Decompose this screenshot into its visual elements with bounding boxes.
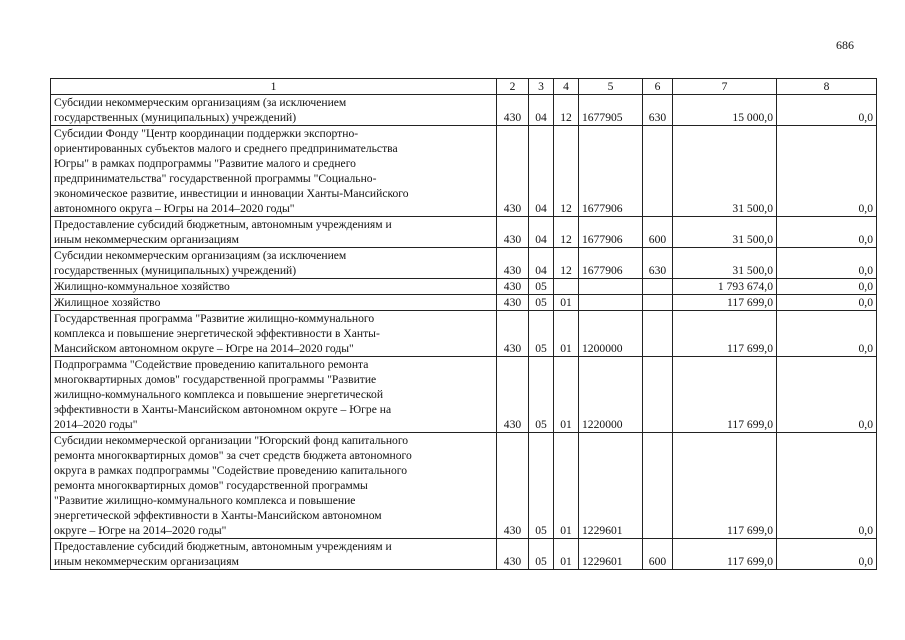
cell-expense-type <box>643 357 673 433</box>
row-description: Субсидии Фонду "Центр координации поддержки экспортно- ориентированных субъектов малого и среднего предпринимательства Югры" в рамках подпрограммы "Развитие малого и среднего предпринимательства" государственной программы "Социально- экономическое развитие, инвестиции и инновации Ханты-Мансийского автономного округа – Югры на 2014–2020 годы" <box>51 126 497 217</box>
cell-target-article: 1229601 <box>579 433 643 539</box>
cell-section: 05 <box>529 295 554 311</box>
cell-code: 430 <box>497 95 529 126</box>
cell-target-article: 1677906 <box>579 248 643 279</box>
table-row <box>51 311 877 357</box>
cell-amount: 1 793 674,0 <box>673 279 777 295</box>
cell-subsection: 01 <box>554 357 579 433</box>
cell-code: 430 <box>497 357 529 433</box>
cell-subsection: 01 <box>554 433 579 539</box>
cell-amount: 117 699,0 <box>673 357 777 433</box>
cell-target-article: 1220000 <box>579 357 643 433</box>
cell-section: 05 <box>529 279 554 295</box>
cell-section: 05 <box>529 539 554 570</box>
row-description: Субсидии некоммерческой организации "Югорский фонд капитального ремонта многоквартирных домов" за счет средств бюджета автономного округа в рамках подпрограммы "Содействие проведению капитального ремонта многоквартирных домов" государственной программы "Развитие жилищно-коммунального комплекса и повышение энергетической эффективности в Ханты-Мансийском автономном округе – Югре на 2014–2020 годы" <box>51 433 497 539</box>
cell-section: 04 <box>529 217 554 248</box>
cell-amount: 117 699,0 <box>673 295 777 311</box>
cell-code: 430 <box>497 248 529 279</box>
cell-code: 430 <box>497 311 529 357</box>
table-row <box>51 433 877 539</box>
column-header: 3 <box>529 79 554 95</box>
column-header: 4 <box>554 79 579 95</box>
cell-code: 430 <box>497 539 529 570</box>
cell-section: 04 <box>529 248 554 279</box>
cell-subsection: 12 <box>554 217 579 248</box>
budget-table <box>50 78 877 570</box>
cell-amount-extra: 0,0 <box>777 433 877 539</box>
cell-amount-extra: 0,0 <box>777 279 877 295</box>
cell-target-article: 1677906 <box>579 217 643 248</box>
cell-target-article <box>579 279 643 295</box>
table-row <box>51 217 877 248</box>
cell-section: 05 <box>529 357 554 433</box>
column-header: 5 <box>579 79 643 95</box>
row-description: Субсидии некоммерческим организациям (за исключением государственных (муниципальных) учреждений) <box>51 248 497 279</box>
cell-code: 430 <box>497 295 529 311</box>
cell-subsection: 12 <box>554 95 579 126</box>
column-header: 1 <box>51 79 497 95</box>
page-number: 686 <box>836 38 854 52</box>
table-row <box>51 248 877 279</box>
cell-expense-type: 600 <box>643 217 673 248</box>
table-body <box>51 79 877 570</box>
table-row <box>51 279 877 295</box>
cell-target-article: 1677906 <box>579 126 643 217</box>
column-header: 6 <box>643 79 673 95</box>
cell-target-article: 1677905 <box>579 95 643 126</box>
row-description: Предоставление субсидий бюджетным, автономным учреждениям и иным некоммерческим организациям <box>51 539 497 570</box>
cell-code: 430 <box>497 279 529 295</box>
cell-expense-type: 600 <box>643 539 673 570</box>
cell-expense-type <box>643 295 673 311</box>
table-row <box>51 126 877 217</box>
cell-amount: 117 699,0 <box>673 311 777 357</box>
table-row <box>51 539 877 570</box>
cell-target-article: 1200000 <box>579 311 643 357</box>
cell-amount: 31 500,0 <box>673 248 777 279</box>
cell-amount: 117 699,0 <box>673 433 777 539</box>
row-description: Жилищное хозяйство <box>51 295 497 311</box>
cell-subsection: 12 <box>554 126 579 217</box>
cell-expense-type <box>643 126 673 217</box>
cell-subsection: 01 <box>554 539 579 570</box>
cell-expense-type: 630 <box>643 95 673 126</box>
row-description: Государственная программа "Развитие жилищно-коммунального комплекса и повышение энергетической эффективности в Ханты- Мансийском автономном округе – Югре на 2014–2020 годы" <box>51 311 497 357</box>
cell-amount-extra: 0,0 <box>777 311 877 357</box>
cell-expense-type <box>643 433 673 539</box>
row-description: Предоставление субсидий бюджетным, автономным учреждениям и иным некоммерческим организациям <box>51 217 497 248</box>
cell-amount-extra: 0,0 <box>777 539 877 570</box>
table-row <box>51 357 877 433</box>
table-row <box>51 295 877 311</box>
cell-code: 430 <box>497 217 529 248</box>
cell-subsection: 01 <box>554 295 579 311</box>
cell-code: 430 <box>497 126 529 217</box>
cell-section: 05 <box>529 311 554 357</box>
cell-amount: 15 000,0 <box>673 95 777 126</box>
table-row <box>51 95 877 126</box>
cell-subsection <box>554 279 579 295</box>
row-description: Подпрограмма "Содействие проведению капитального ремонта многоквартирных домов" государственной программы "Развитие жилищно-коммунального комплекса и повышение энергетической эффективности в Ханты-Мансийском автономном округе – Югре на 2014–2020 годы" <box>51 357 497 433</box>
column-header: 2 <box>497 79 529 95</box>
cell-amount-extra: 0,0 <box>777 126 877 217</box>
cell-target-article <box>579 295 643 311</box>
row-description: Жилищно-коммунальное хозяйство <box>51 279 497 295</box>
cell-expense-type: 630 <box>643 248 673 279</box>
cell-amount-extra: 0,0 <box>777 295 877 311</box>
cell-amount-extra: 0,0 <box>777 357 877 433</box>
cell-code: 430 <box>497 433 529 539</box>
column-header-row <box>51 79 877 95</box>
cell-amount: 31 500,0 <box>673 217 777 248</box>
cell-amount-extra: 0,0 <box>777 217 877 248</box>
column-header: 8 <box>777 79 877 95</box>
cell-amount: 117 699,0 <box>673 539 777 570</box>
cell-amount: 31 500,0 <box>673 126 777 217</box>
cell-section: 04 <box>529 126 554 217</box>
cell-amount-extra: 0,0 <box>777 248 877 279</box>
cell-section: 05 <box>529 433 554 539</box>
row-description: Субсидии некоммерческим организациям (за исключением государственных (муниципальных) учреждений) <box>51 95 497 126</box>
cell-subsection: 01 <box>554 311 579 357</box>
cell-section: 04 <box>529 95 554 126</box>
cell-expense-type <box>643 279 673 295</box>
cell-expense-type <box>643 311 673 357</box>
cell-amount-extra: 0,0 <box>777 95 877 126</box>
cell-target-article: 1229601 <box>579 539 643 570</box>
cell-subsection: 12 <box>554 248 579 279</box>
column-header: 7 <box>673 79 777 95</box>
